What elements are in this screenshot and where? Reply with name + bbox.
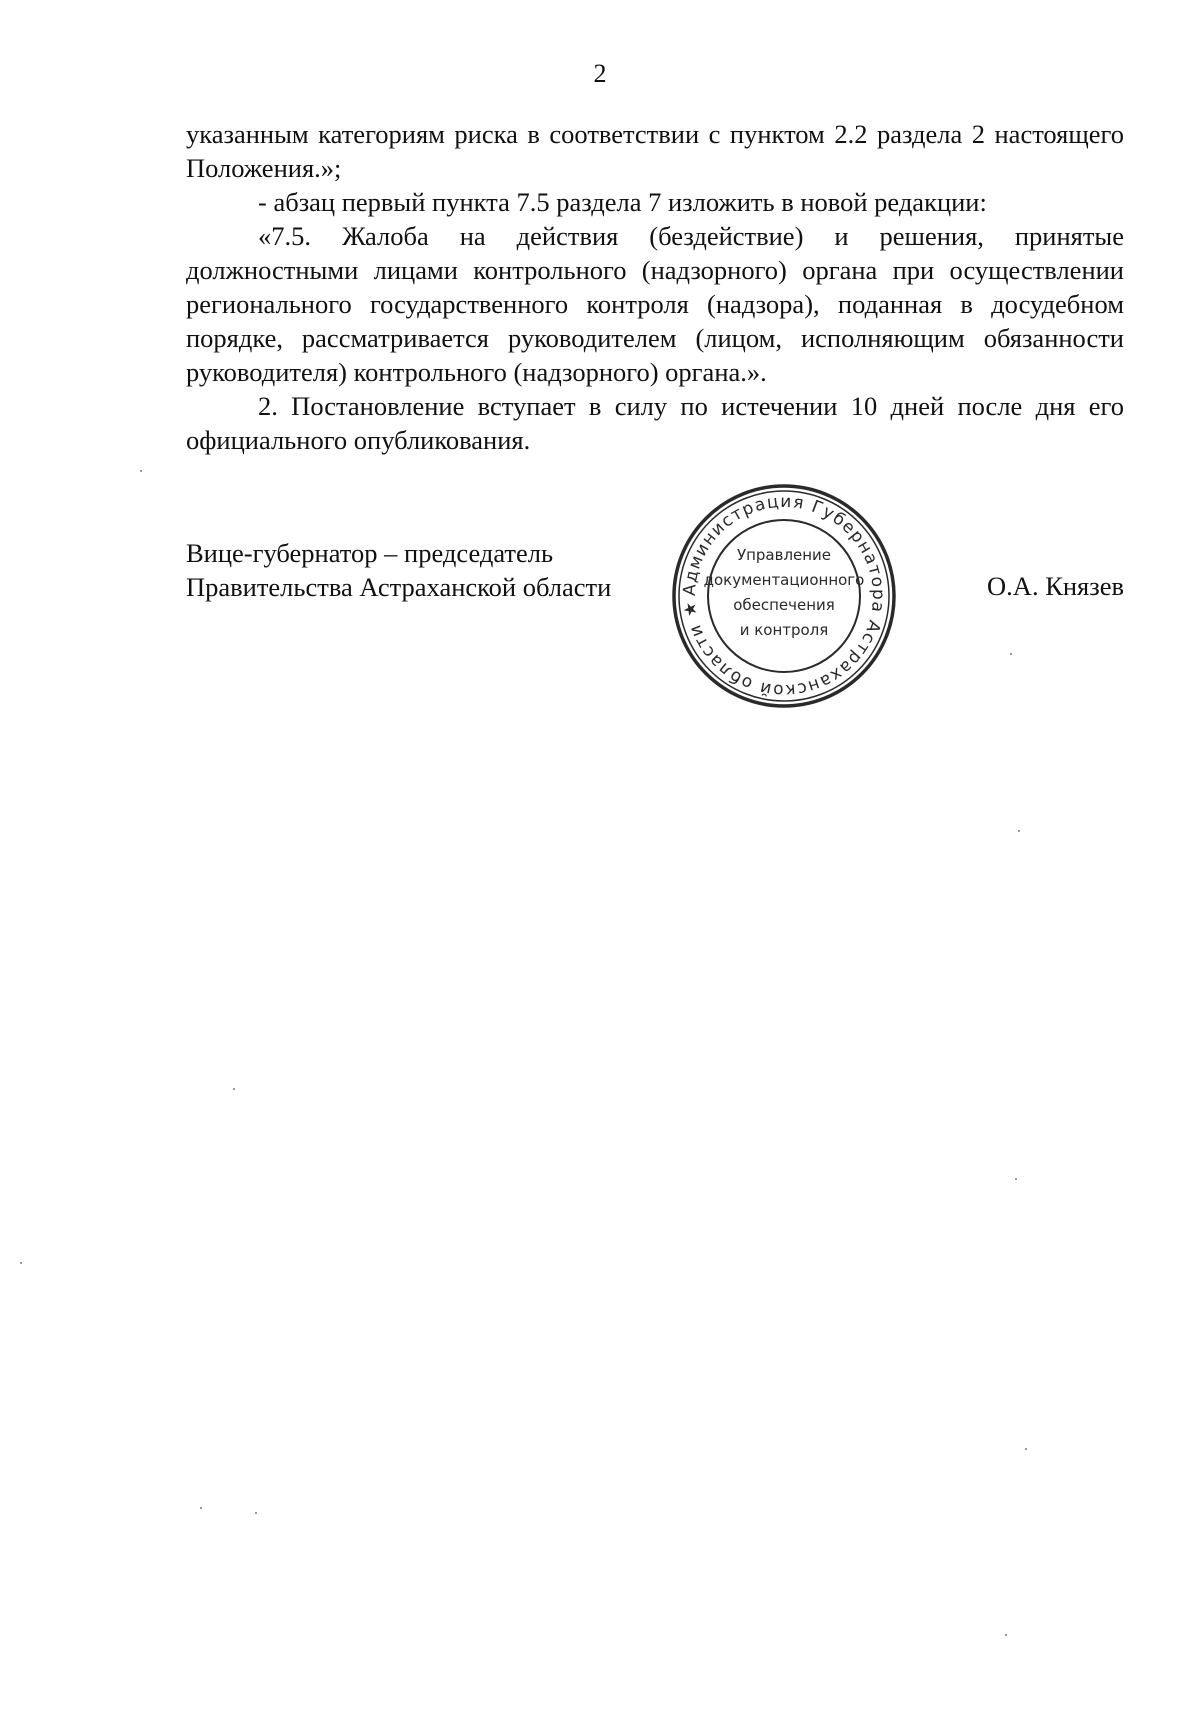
scan-speck bbox=[200, 1507, 202, 1509]
scan-speck bbox=[140, 470, 142, 472]
scan-speck bbox=[1010, 653, 1012, 655]
official-seal bbox=[664, 480, 904, 712]
paragraph: указанным категориям риска в соответствии с пунктом 2.2 раздела 2 настоящего Положения.»; bbox=[186, 119, 1124, 183]
signature-position-line: Вице-губернатор – председатель bbox=[186, 538, 554, 568]
seal-ring-textpath: Администрация Губернатора Астраханской области ★ bbox=[679, 491, 889, 701]
scan-speck bbox=[20, 1262, 22, 1264]
seal-graphic bbox=[664, 480, 904, 712]
paragraph: - абзац первый пункта 7.5 раздела 7 изложить в новой редакции: bbox=[258, 187, 987, 217]
scan-speck bbox=[1025, 1448, 1027, 1450]
scan-speck bbox=[1015, 1178, 1017, 1180]
signature-position-line: Правительства Астраханской области bbox=[186, 572, 612, 602]
scan-speck bbox=[255, 1512, 257, 1514]
scan-speck bbox=[233, 1088, 235, 1090]
signature-position bbox=[186, 536, 611, 604]
signer-name: О.А. Князев bbox=[987, 571, 1124, 601]
scan-speck bbox=[1005, 1634, 1007, 1636]
paragraph: «7.5. Жалоба на действия (бездействие) и решения, принятые должностными лицами контрольного (надзорного) органа при осуществлении регионального государственного контроля (надзора), поданная в досудебном порядке, рассматривается руководителем (лицом, исполняющим обязанности руководителя) контрольного (надзорного) органа.». bbox=[186, 221, 1124, 387]
paragraph: 2. Постановление вступает в силу по истечении 10 дней после дня его официального опубликования. bbox=[186, 391, 1124, 455]
page-number: 2 bbox=[593, 59, 607, 88]
seal-center-line: и контроля bbox=[739, 621, 829, 639]
seal-center-line: обеспечения bbox=[733, 596, 835, 614]
seal-center-line: документационного bbox=[703, 571, 865, 589]
body-text bbox=[186, 117, 1124, 457]
seal-center-line: Управление bbox=[736, 546, 832, 564]
scan-speck bbox=[1018, 830, 1020, 832]
